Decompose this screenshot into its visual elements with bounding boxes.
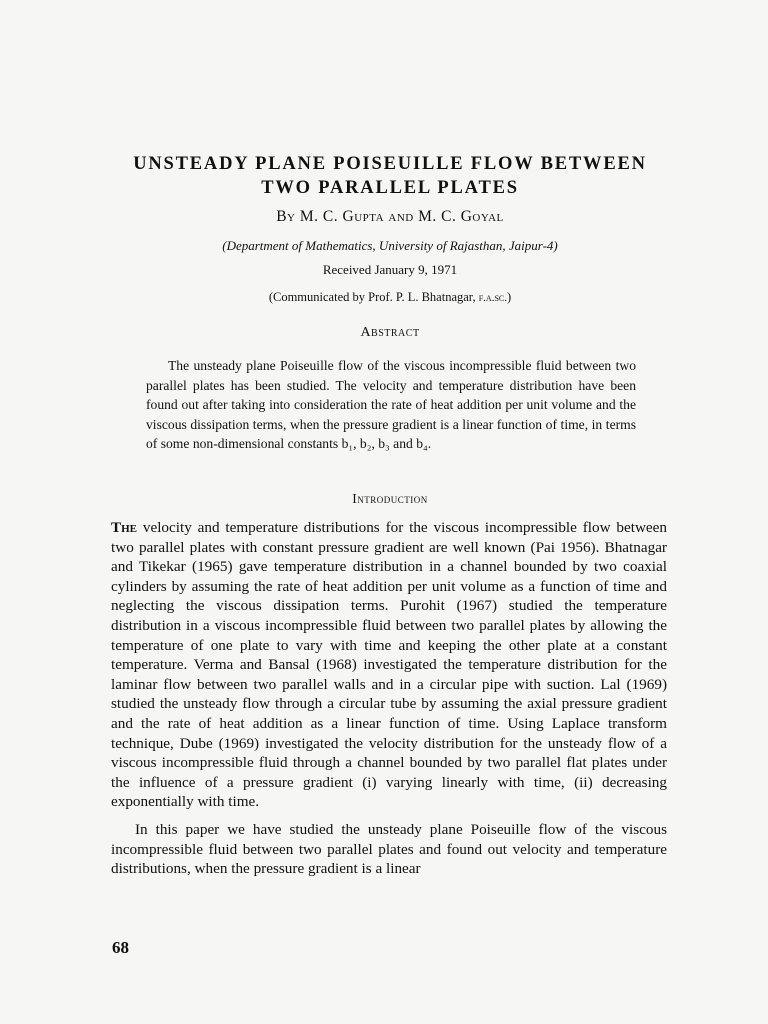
paragraph-1-text: velocity and temperature distributions for the viscous incompressible flow between two parallel plates with constant pressure gradient are well known (Pai 1956). Bhatnagar and Tikekar (1965) gave temperature distribution in a channel bounded by two coaxial cylinders by assuming the rate of heat addition per unit volume as a function of time and neglecting the viscous dissipation terms. Purohit (1967) studied the temperature distribution in a viscous incompressible fluid between two parallel plates by allowing the temperature of one plate to vary with time and keeping the other plate at a constant temperature. Verma and Bansal (1968) investigated the temperature distribution for the laminar flow between two parallel walls and in a circular pipe with suction. Lal (1969) studied the unsteady flow through a circular tube by assuming the axial pressure gradient and the rate of heat addition as a linear function of time. Using Laplace transform technique, Dube (1969) investigated the velocity distribution for the unsteady flow of a viscous incompressible fluid through a channel bounded by two parallel flat plates under the influence of a pressure gradient (i) varying linearly with time, (ii) decreasing exponentially with time.: [111, 519, 667, 811]
introduction-heading: Introduction: [352, 491, 428, 506]
received-date: Received January 9, 1971: [322, 262, 458, 277]
page-number: 68: [112, 938, 129, 957]
abstract-heading: Abstract: [360, 325, 420, 340]
communicated-suffix: f.a.sc.: [478, 292, 507, 304]
lead-word: The: [111, 519, 138, 536]
authors: By M. C. Gupta and M. C. Goyal: [276, 208, 504, 225]
title-line-2: TWO PARALLEL PLATES: [261, 178, 519, 198]
communicated-text: (Communicated by Prof. P. L. Bhatnagar,: [268, 290, 479, 304]
title-line-1: UNSTEADY PLANE POISEUILLE FLOW BETWEEN: [133, 154, 647, 174]
introduction-body: [111, 518, 667, 879]
paper-title: [100, 152, 680, 200]
introduction-paragraph-1: [111, 518, 667, 812]
introduction-paragraph-2: In this paper we have studied the unsteady plane Poiseuille flow of the viscous incompressible fluid between two parallel plates and found out velocity and temperature distributions, when the pressure gradient is a linear: [111, 820, 667, 878]
abstract-section: [146, 356, 636, 454]
affiliation: (Department of Mathematics, University of Rajasthan, Jaipur-4): [222, 238, 558, 253]
abstract-text: The unsteady plane Poiseuille flow of the viscous incompressible fluid between two parallel plates has been studied. The velocity and temperature distribution have been found out after taking into consideration the rate of heat addition per unit volume and the viscous dissipation terms, when the pressure gradient is a linear function of time, in terms of some non-dimensional constants b₁, b₂, b₃ and b₄.: [146, 358, 636, 452]
communicated-close: ): [506, 290, 512, 304]
communicated-by: [100, 290, 680, 305]
